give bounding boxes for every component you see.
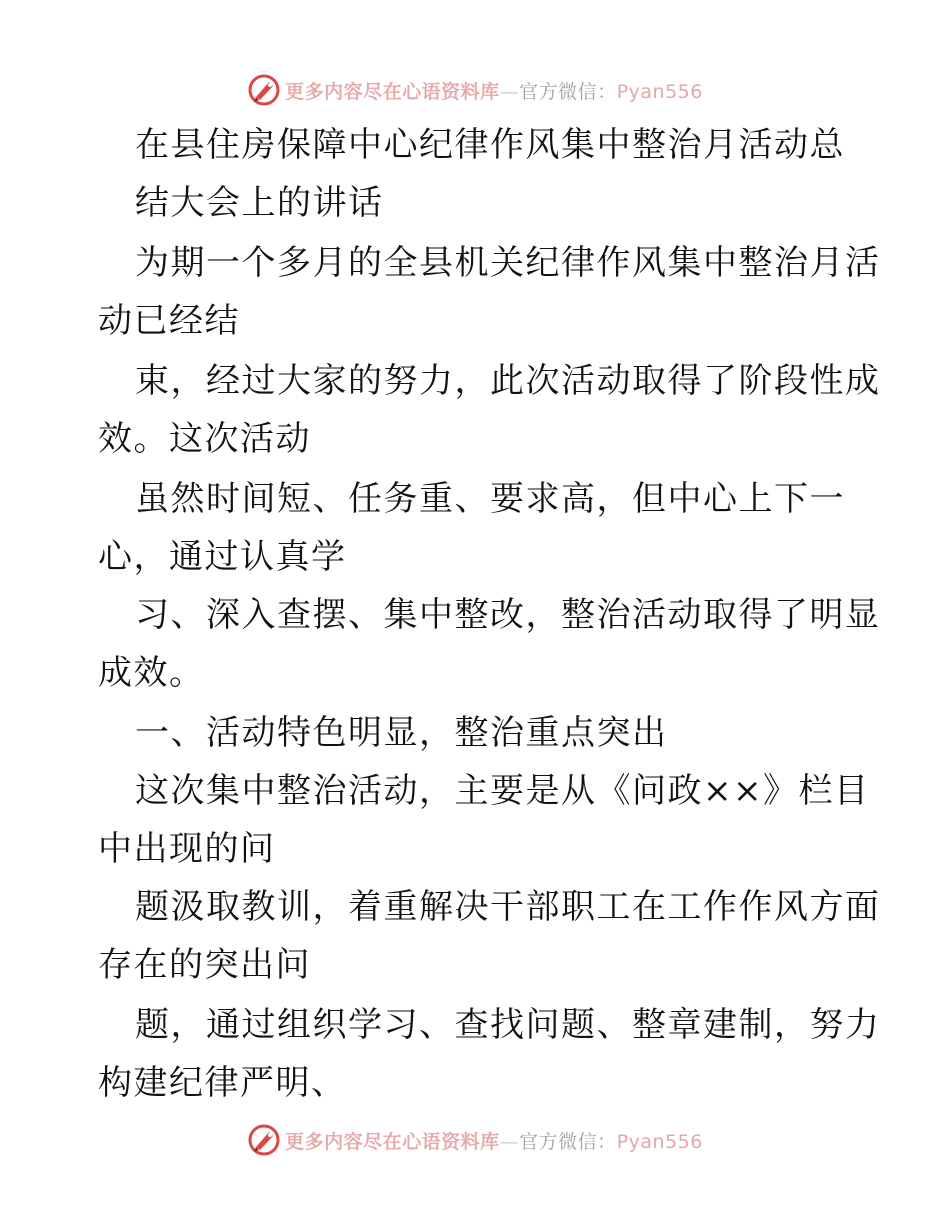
footer-banner-title: 更多内容尽在心语资料库	[285, 1130, 500, 1153]
paragraph-line: 为期一个多月的全县机关纪律作风集中整治月活	[135, 243, 881, 283]
header-banner-separator: —	[499, 80, 520, 103]
footer-wechat-label: 官方微信：	[519, 1130, 617, 1153]
paragraph-line: 心，通过认真学	[98, 537, 347, 577]
logo-icon	[247, 1123, 281, 1157]
header-wechat-id: Pyan556	[616, 80, 703, 103]
title-line-2: 结大会上的讲话	[135, 183, 384, 223]
paragraph-line: 中出现的问	[98, 829, 276, 869]
paragraph-line: 构建纪律严明、	[98, 1063, 347, 1103]
header-banner-text	[285, 77, 703, 104]
footer-banner-separator: —	[499, 1130, 520, 1153]
logo-icon	[247, 73, 281, 107]
footer-banner-text	[285, 1127, 703, 1154]
title-line-1: 在县住房保障中心纪律作风集中整治月活动总	[135, 125, 845, 165]
paragraph-line: 这次集中整治活动，主要是从《问政××》栏目	[135, 771, 870, 811]
paragraph-line: 束，经过大家的努力，此次活动取得了阶段性成	[135, 361, 881, 401]
paragraph-line: 存在的突出问	[98, 945, 311, 985]
paragraph-line: 题汲取教训，着重解决干部职工在工作作风方面	[135, 887, 881, 927]
footer-wechat-id: Pyan556	[616, 1130, 703, 1153]
header-banner-title: 更多内容尽在心语资料库	[285, 80, 500, 103]
paragraph-line: 动已经结	[98, 301, 240, 341]
paragraph-line: 效。这次活动	[98, 419, 311, 459]
header-banner	[0, 70, 950, 110]
paragraph-line: 习、深入查摆、集中整改，整治活动取得了明显	[135, 595, 881, 635]
section-heading: 一、活动特色明显，整治重点突出	[135, 713, 668, 753]
paragraph-line: 成效。	[98, 653, 205, 693]
paragraph-line: 题，通过组织学习、查找问题、整章建制，努力	[135, 1005, 881, 1045]
header-wechat-label: 官方微信：	[519, 80, 617, 103]
paragraph-line: 虽然时间短、任务重、要求高，但中心上下一	[135, 479, 845, 519]
footer-banner	[0, 1120, 950, 1160]
